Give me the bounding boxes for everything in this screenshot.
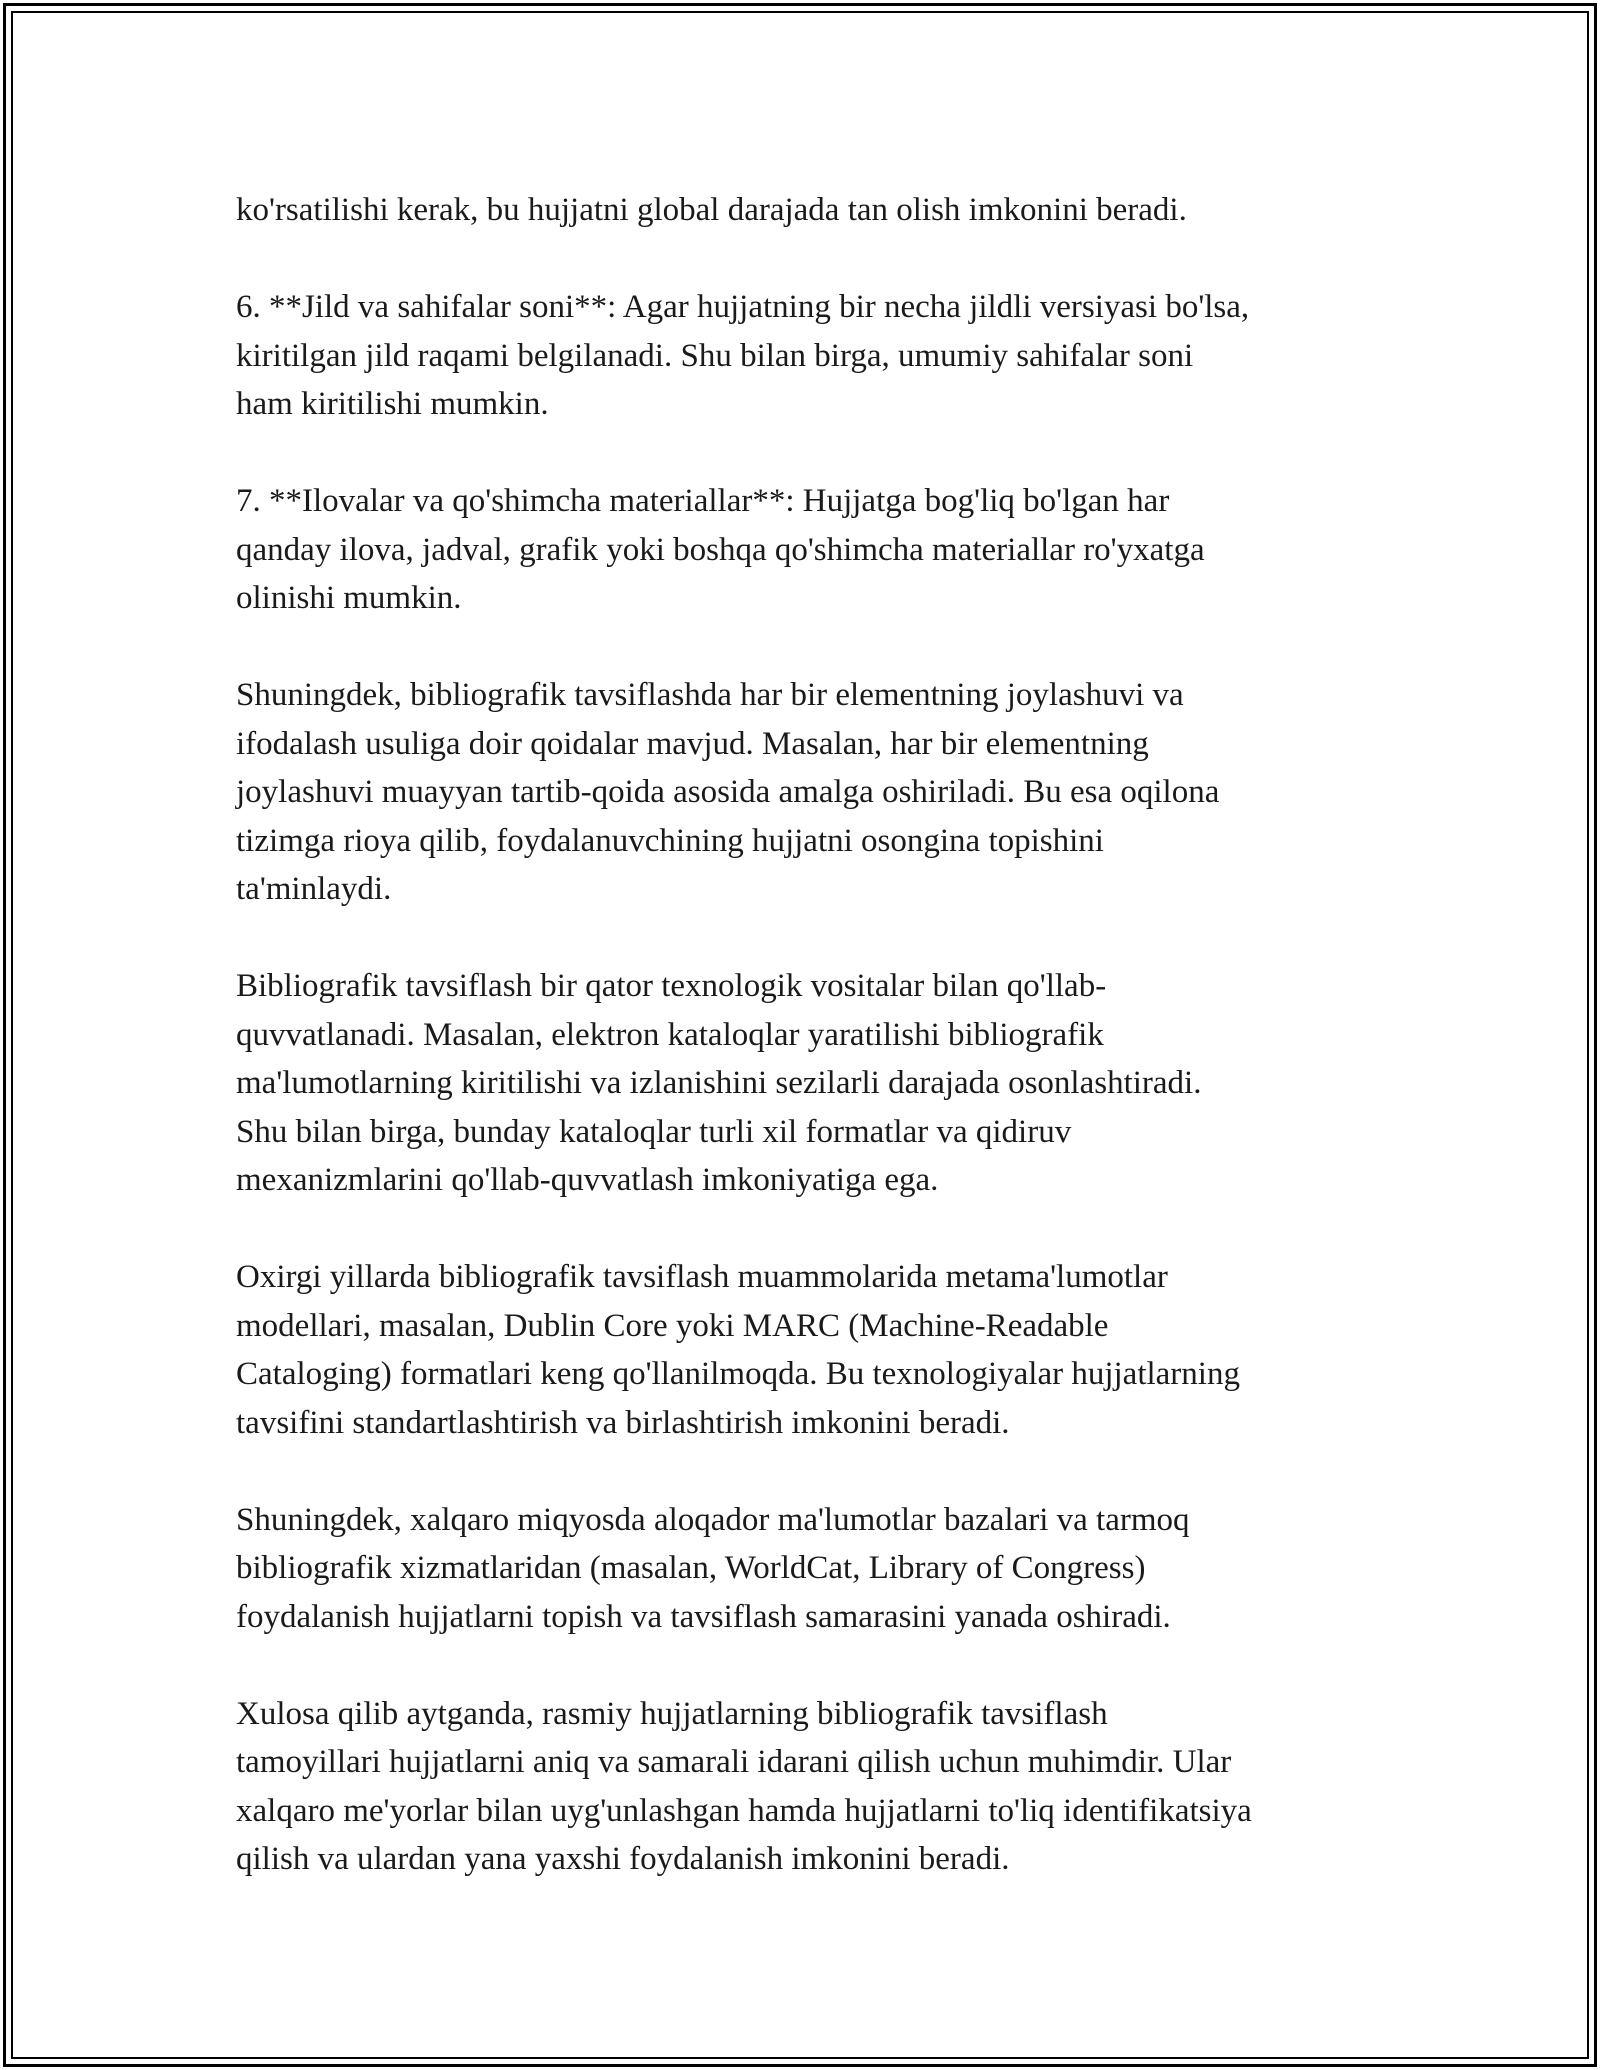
- paragraph-item-6-volumes-pages: 6. **Jild va sahifalar soni**: Agar hujjatning bir necha jildli versiyasi bo'lsa, kiritilgan jild raqami belgilanadi. Shu bilan birga, umumiy sahifalar soni ham kiritilishi mumkin.: [236, 289, 1250, 422]
- paragraph-conclusion: Xulosa qilib aytganda, rasmiy hujjatlarning bibliografik tavsiflash tamoyillari hujjatlarni aniq va samarali idarani qilish uchun muhimdir. Ular xalqaro me'yorlar bilan uyg'unlashgan hamda hujjatlarni to'liq identifikatsiya qilish va ulardan yana yaxshi foydalanish imkonini beradi.: [236, 1695, 1252, 1877]
- paragraph-technology-support: Bibliografik tavsiflash bir qator texnologik vositalar bilan qo'llab- quvvatlanadi. Masalan, elektron kataloqlar yaratilishi bibliografik ma'lumotlarning kiritilishi va izlanishini sezilarli darajada osonlashtiradi. Shu bilan birga, bunday kataloqlar turli xil formatlar va qidiruv mexanizmlarini qo'llab-quvvatlash imkoniyatiga ega.: [236, 968, 1202, 1198]
- paragraph-element-placement-rules: Shuningdek, bibliografik tavsiflashda har bir elementning joylashuvi va ifodalash usuliga doir qoidalar mavjud. Masalan, har bir elementning joylashuvi muayyan tartib-qoida asosida amalga oshiriladi. Bu esa oqilona tizimga rioya qilib, foydalanuvchining hujjatni osongina topishini ta'minlaydi.: [236, 677, 1220, 907]
- paragraph-item-7-appendices: 7. **Ilovalar va qo'shimcha materiallar**: Hujjatga bog'liq bo'lgan har qanday ilova, jadval, grafik yoki boshqa qo'shimcha materiallar ro'yxatga olinishi mumkin.: [236, 483, 1205, 616]
- paragraph-metadata-models: Oxirgi yillarda bibliografik tavsiflash muammolarida metama'lumotlar modellari, masalan, Dublin Core yoki MARC (Machine-Readable Cataloging) formatlari keng qo'llanilmoqda. Bu texnologiyalar hujjatlarning tavsifini standartlashtirish va birlashtirish imkonini beradi.: [236, 1259, 1240, 1441]
- paragraph-international-databases: Shuningdek, xalqaro miqyosda aloqador ma'lumotlar bazalari va tarmoq bibliografik xizmatlaridan (masalan, WorldCat, Library of Congress) foydalanish hujjatlarni topish va tavsiflash samarasini yanada oshiradi.: [236, 1501, 1190, 1635]
- paragraph-continuation: ko'rsatilishi kerak, bu hujjatni global darajada tan olish imkonini beradi.: [236, 192, 1187, 228]
- document-body: [236, 186, 1386, 1884]
